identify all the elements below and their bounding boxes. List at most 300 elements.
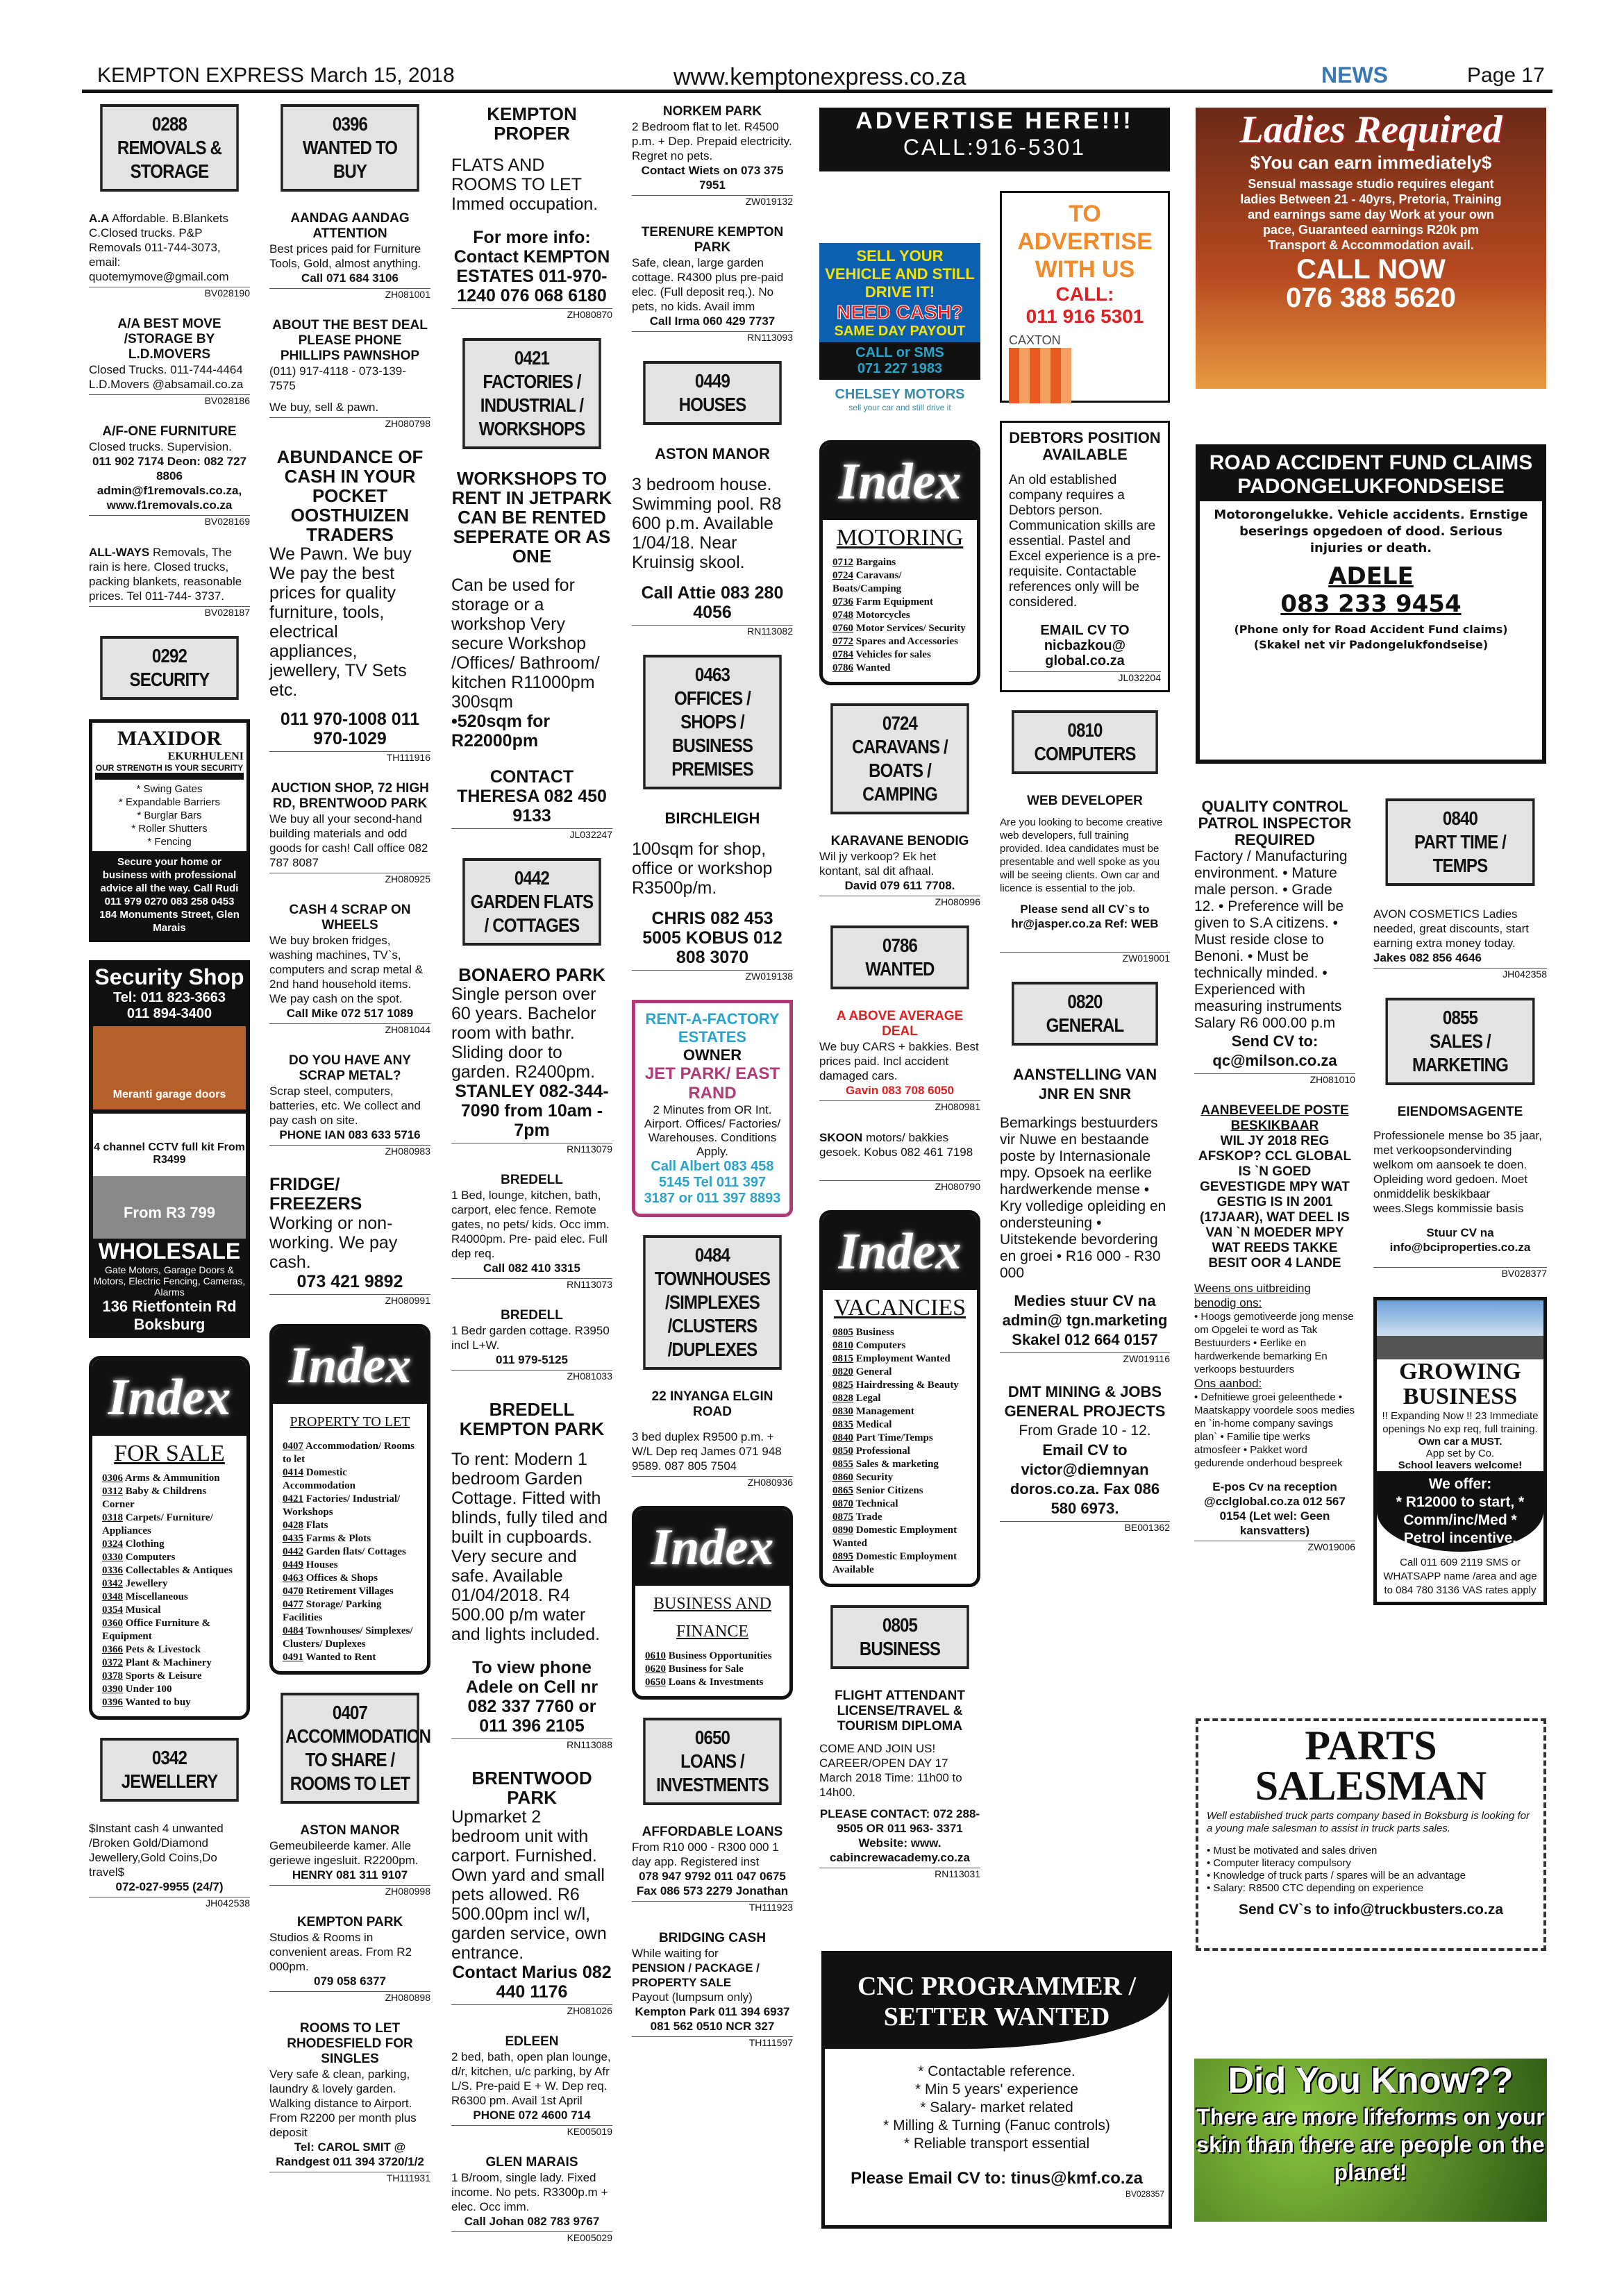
ad-headline: TO ADVERTISE WITH US <box>1017 201 1153 283</box>
index-code: 0421 <box>283 1493 303 1505</box>
index-item[interactable] <box>283 1585 420 1598</box>
index-vacancies <box>819 1210 980 1587</box>
ad-headline: NEED CASH? <box>836 301 963 323</box>
ad-contact: Call Albert 083 458 5145 Tel 011 397 3187 or 011 397 8893 <box>644 1159 781 1206</box>
ad-text: motors/ bakkies gesoek. Kobus 082 461 7198 <box>819 1131 973 1159</box>
category-header-0407 <box>281 1693 431 1804</box>
ad-contact: Medies stuur CV na admin@ tgn.marketing Skakel 012 664 0157 <box>1002 1292 1168 1348</box>
ad-contact: To view phone Adele on Cell nr 082 337 7760 or 011 396 2105 <box>465 1658 598 1736</box>
ad-text: 100sqm for shop, office or workshop R3500p/m. <box>632 839 773 898</box>
classified-ad <box>819 1689 980 1879</box>
ad-text: Gemeubileerde kamer. Alle geriewe ingesluit. R2200pm. <box>269 1839 419 1867</box>
index-name: Baby & Childrens Corner <box>102 1486 207 1510</box>
ad-text: Single person over 60 years. Bachelor room with bathr. Sliding door to garden. R2400pm. <box>451 984 596 1082</box>
ad-text: We Pawn. We buy We pay the best prices for quality furniture, tools, electrical appliances, jewellery, TV Sets etc. <box>269 544 412 700</box>
ad-title: WORKSHOPS TO RENT IN JETPARK CAN BE RENTED SEPERATE OR AS ONE <box>451 468 612 567</box>
index-name: Sports & Leisure <box>123 1670 202 1682</box>
category-title: TOWNHOUSES /SIMPLEXES /CLUSTERS /DUPLEXES <box>654 1268 771 1360</box>
ad-ref: ZH081044 <box>269 1023 430 1035</box>
ad-phone: 011 916 5301 <box>1026 305 1144 327</box>
index-item[interactable] <box>283 1545 420 1559</box>
ad-ref: ZH080981 <box>819 1100 980 1112</box>
index-item[interactable] <box>283 1493 420 1519</box>
index-item[interactable] <box>832 1326 970 1339</box>
ad-headline: SELL YOUR VEHICLE AND STILL DRIVE IT! <box>825 247 975 301</box>
classified-ad <box>819 1130 980 1192</box>
requirement: * Salary- market related <box>920 2100 1073 2115</box>
category-code: 0805 <box>882 1614 918 1636</box>
ad-title: FLIGHT ATTENDANT LICENSE/TRAVEL & TOURISM DIPLOMA <box>835 1689 965 1734</box>
index-item[interactable] <box>832 1418 970 1432</box>
ad-text: Wil jy verkoop? Ek het kontant, sal dit afhaal. <box>819 850 937 878</box>
index-code: 0470 <box>283 1586 303 1597</box>
classified-ad <box>1000 1382 1170 1533</box>
ad-title: AANSTELLING VAN JNR EN SNR <box>1012 1066 1157 1103</box>
index-code: 0810 <box>832 1340 853 1351</box>
index-code: 0840 <box>832 1432 853 1443</box>
ad-ref: TH111597 <box>632 2036 793 2048</box>
ad-ref: ZH080991 <box>269 1294 430 1306</box>
classified-ad <box>632 104 793 207</box>
ladies-required-ad <box>1196 108 1546 389</box>
index-item[interactable] <box>832 1405 970 1418</box>
index-code: 0865 <box>832 1485 853 1496</box>
ad-cta: CALL: <box>1055 283 1114 305</box>
classified-ad <box>269 318 430 429</box>
index-item[interactable] <box>832 635 970 648</box>
ad-title: BRENTWOOD PARK <box>471 1768 592 1808</box>
ad-text: There are more lifeforms on your skin than there are people on the planet! <box>1196 2104 1545 2185</box>
index-code: 0825 <box>832 1380 853 1391</box>
did-you-know-ad <box>1194 2059 1547 2222</box>
category-title: BUSINESS <box>859 1638 941 1659</box>
category-title: PART TIME / TEMPS <box>1414 831 1506 876</box>
index-item[interactable] <box>102 1538 240 1551</box>
index-item[interactable] <box>832 569 970 596</box>
ad-ref: BV028186 <box>89 394 250 406</box>
index-code: 0378 <box>102 1670 123 1682</box>
category-title: GARDEN FLATS / COTTAGES <box>470 891 594 936</box>
index-name: Collectables & Antiques <box>123 1565 233 1576</box>
index-item[interactable] <box>283 1559 420 1572</box>
ad-contact: Call 082 410 3315 <box>483 1262 580 1275</box>
classified-ad <box>89 424 250 527</box>
ad-text: 2 Minutes from OR Int. Airport. Offices/ Factories/ Warehouses. Conditions Apply. <box>644 1103 781 1158</box>
index-item[interactable] <box>102 1670 240 1683</box>
category-code: 0840 <box>1442 807 1478 829</box>
ad-lead: SKOON <box>819 1131 863 1144</box>
column-3 <box>451 104 612 2261</box>
index-section: FOR SALE <box>114 1441 225 1466</box>
ad-title: KARAVANE BENODIG <box>830 834 969 848</box>
ad-contact: 078 947 9792 011 047 0675 Fax 086 573 2279 Jonathan <box>636 1870 789 1897</box>
ad-ref: ZW019006 <box>1194 1541 1355 1552</box>
index-section: BUSINESS AND FINANCE <box>653 1595 772 1641</box>
index-code: 0835 <box>832 1419 853 1430</box>
index-code: 0324 <box>102 1539 123 1550</box>
ad-ref: RN113093 <box>632 331 793 343</box>
index-name: Bargains <box>853 557 896 568</box>
category-header-0840 <box>1386 798 1535 886</box>
index-code: 0875 <box>832 1511 853 1523</box>
ad-headline: WHOLESALE <box>98 1239 241 1264</box>
ad-phone: 011 894-3400 <box>126 1006 212 1021</box>
category-header-0820 <box>1012 982 1158 1046</box>
classified-ad <box>632 1389 793 1488</box>
index-name: Jewellery <box>123 1578 168 1589</box>
index-name: Motor Services/ Security <box>853 623 966 634</box>
index-code: 0760 <box>832 623 853 634</box>
index-code: 0712 <box>832 557 853 568</box>
index-item[interactable] <box>832 662 970 675</box>
index-name: Storage/ Parking Facilities <box>283 1599 382 1623</box>
index-code: 0435 <box>283 1533 303 1544</box>
ad-text: Gate Motors, Garage Doors & Motors, Electric Fencing, Cameras, Alarms <box>93 1264 246 1298</box>
ad-ref: ZW019001 <box>1000 952 1170 964</box>
category-code: 0810 <box>1067 719 1103 741</box>
parts-salesman-ad <box>1196 1718 1546 1951</box>
index-item[interactable] <box>645 1650 782 1663</box>
index-name: Part Time/Temps <box>853 1432 933 1443</box>
index-item[interactable] <box>283 1519 420 1532</box>
category-title: REMOVALS & STORAGE <box>117 137 222 182</box>
ad-text: We buy, sell & pawn. <box>269 401 379 414</box>
ad-ref: ZH080996 <box>819 896 980 907</box>
index-item[interactable] <box>283 1466 420 1493</box>
index-code: 0610 <box>645 1650 666 1661</box>
index-item[interactable] <box>832 1458 970 1471</box>
index-code: 0860 <box>832 1472 853 1483</box>
category-title: JEWELLERY <box>121 1770 218 1792</box>
ad-title: A/A BEST MOVE /STORAGE BY L.D.MOVERS <box>117 317 221 362</box>
ad-title: AANBEVEELDE POSTE BESKIKBAAR <box>1200 1103 1349 1133</box>
ad-text: Studios & Rooms in convenient areas. From R2 000pm. <box>269 1931 412 1973</box>
ad-ref: ZH080925 <box>269 873 430 885</box>
ad-contact: Call Irma 060 429 7737 <box>649 315 776 328</box>
ad-phone: Tel: 011 823-3663 <box>113 990 226 1005</box>
index-item[interactable] <box>102 1617 240 1643</box>
classified-ad <box>1000 1065 1170 1364</box>
index-name: Domestic Accommodation <box>283 1467 355 1491</box>
cnc-programmer-ad <box>821 1951 1172 2229</box>
ad-contact: Secure your home or business with professional advice all the way. Call Rudi 011 979 0270 083 258 0453 184 Monuments Street, Glen Marais <box>92 851 246 939</box>
index-item[interactable] <box>832 1432 970 1445</box>
requirement: • Computer literacy compulsory <box>1207 1857 1351 1869</box>
index-list <box>823 1326 977 1584</box>
ad-contact: PHONE IAN 083 633 5716 <box>279 1128 421 1141</box>
ad-title: KEMPTON PARK <box>296 1915 403 1929</box>
index-code: 0348 <box>102 1591 123 1602</box>
index-code: 0306 <box>102 1473 123 1484</box>
index-label: Index <box>635 1509 789 1586</box>
index-item[interactable] <box>283 1651 420 1664</box>
ad-ref: KE005029 <box>451 2231 612 2243</box>
service-item: * Expandable Barriers <box>119 796 220 808</box>
ad-title: RENT-A-FACTORY ESTATES <box>645 1010 780 1046</box>
ad-text: From R10 000 - R300 000 1 day app. Registered inst <box>632 1841 779 1868</box>
chelsey-logo <box>819 387 980 412</box>
index-item[interactable] <box>102 1591 240 1604</box>
requirement: * Milling & Turning (Fanuc controls) <box>883 2118 1110 2134</box>
classified-ad <box>819 1009 980 1112</box>
column-1 <box>89 104 250 1927</box>
index-item[interactable] <box>832 596 970 609</box>
index-name: Employment Wanted <box>853 1353 951 1364</box>
category-code: 0786 <box>882 935 918 956</box>
index-item[interactable] <box>102 1472 240 1485</box>
ad-area: JET PARK/ EAST RAND <box>644 1064 780 1103</box>
index-item[interactable] <box>832 1366 970 1379</box>
ad-contact: CONTACT THERESA 082 450 9133 <box>457 767 607 826</box>
index-item[interactable] <box>832 609 970 622</box>
ad-text: !! Expanding Now !! 23 Immediate openings No exp req, full training. <box>1382 1410 1539 1435</box>
ad-title: EIENDOMSAGENTE <box>1397 1105 1523 1119</box>
classified-ad <box>632 225 793 343</box>
category-header-0855 <box>1386 998 1535 1085</box>
category-code: 0407 <box>332 1702 368 1723</box>
classified-ad <box>451 1768 612 2016</box>
ad-title: DMT MINING & JOBS GENERAL PROJECTS <box>1004 1383 1166 1420</box>
ad-ref: ZH080998 <box>269 1885 430 1897</box>
cctv-image <box>93 1114 246 1176</box>
index-motoring <box>819 440 980 685</box>
index-item[interactable] <box>832 1445 970 1458</box>
ad-text: (011) 917-4118 - 073-139-7575 <box>269 364 406 392</box>
index-item[interactable] <box>102 1643 240 1657</box>
ad-title: A/F-ONE FURNITURE <box>102 424 237 439</box>
ad-text: Very safe & clean, parking, laundry & lovely garden. Walking distance to Airport. From R2200 per month plus deposit <box>269 2068 417 2139</box>
index-item[interactable] <box>832 1511 970 1524</box>
index-item[interactable] <box>102 1604 240 1617</box>
index-item[interactable] <box>283 1532 420 1545</box>
security-shop-ad <box>89 960 250 1338</box>
ad-ref: JL032204 <box>1009 671 1161 683</box>
category-header-0484 <box>643 1235 782 1370</box>
ad-headline: Ladies Required <box>1239 108 1502 151</box>
classified-ad <box>451 965 612 1155</box>
ad-contact-name: ADELE <box>1328 562 1414 590</box>
ad-lead: A.A <box>89 212 110 225</box>
ad-text: 3 bed duplex R9500 p.m. + W/L Dep req James 071 948 9589. 087 805 7504 <box>632 1430 782 1473</box>
ad-text: Are you looking to become creative web developers, full training provided. Idea candidates must be presentable and well spoke as you will be seeing clients. Own car and licence is essential to the job. <box>1000 816 1163 894</box>
category-code: 0855 <box>1442 1007 1478 1028</box>
classified-ad <box>89 545 250 618</box>
index-code: 0772 <box>832 636 853 647</box>
index-section: PROPERTY TO LET <box>290 1414 410 1430</box>
ad-title: BREDELL <box>501 1173 563 1187</box>
ad-contact: Call 011 609 2119 SMS or WHATSAPP name /area and age to 084 780 3136 VAS rates apply <box>1383 1557 1537 1596</box>
ad-title: ASTON MANOR <box>655 445 770 462</box>
index-code: 0815 <box>832 1353 853 1364</box>
index-list <box>635 1650 789 1696</box>
category-code: 0342 <box>151 1747 187 1768</box>
road-accident-fund-ad <box>1196 444 1546 764</box>
index-name: Loans & Investments <box>666 1677 764 1688</box>
index-item[interactable] <box>832 556 970 569</box>
ad-title: Security Shop <box>94 964 244 989</box>
index-name: Business Opportunities <box>666 1650 772 1661</box>
classified-ad <box>1194 1103 1355 1552</box>
index-item[interactable] <box>832 1339 970 1352</box>
ad-text: Well established truck parts company based in Boksburg is looking for a young male salesman to assist in truck parts sales. <box>1207 1810 1530 1834</box>
classified-ad <box>269 1175 430 1306</box>
website[interactable]: www.kemptonexpress.co.za <box>673 64 966 90</box>
ad-contact: Call Johan 082 783 9767 <box>464 2215 600 2228</box>
ad-text: Bemarkings bestuurders vir Nuwe en bestaande poste by Internasionale mpy. Opsoek na eerlike hardwerkende mense • Kry volledige opleiding en ondersteuning • Uitstekende bevordering en groei • R16 000 - R30 000 <box>1000 1115 1166 1281</box>
ad-ref: ZH080983 <box>269 1145 430 1157</box>
ad-contact: Stuur CV na info@bciproperties.co.za <box>1389 1226 1531 1254</box>
ad-text: Safe, clean, large garden cottage. R4300 plus pre-paid elec. (Full deposit req.). No pets, no kids. Avail imm <box>632 256 784 313</box>
index-item[interactable] <box>102 1657 240 1670</box>
index-item[interactable] <box>832 1484 970 1498</box>
index-item[interactable] <box>102 1511 240 1538</box>
ad-offers: * R12000 to start, * Comm/inc/Med * Petrol incentive. <box>1396 1494 1525 1546</box>
category-title: WANTED <box>865 958 935 980</box>
ad-contact: Send CV to: qc@milson.co.za <box>1212 1032 1337 1069</box>
ad-title: KEMPTON PROPER <box>487 103 577 144</box>
index-item[interactable] <box>102 1551 240 1564</box>
ad-text: To rent: Modern 1 bedroom Garden Cottage. Fitted with blinds, fully tiled and built in cupboards. Very secure and safe. Available 01/04/2018. R4 500.00 p/m water and lights included. <box>451 1450 608 1644</box>
classified-ad <box>1373 907 1547 980</box>
index-label: Index <box>823 1214 977 1290</box>
ad-text: Payout (lumpsum only) <box>632 1991 753 2004</box>
index-code: 0820 <box>832 1366 853 1377</box>
ad-title: BONAERO PARK <box>458 964 605 985</box>
ad-text: 2 bed, bath, open plan lounge, d/r, kitchen, u/c parking, by Afr L/S. Pre-paid E + W. Dep req. R6300 pm. Avail 1st April <box>451 2050 611 2107</box>
index-name: Senior Citizens <box>853 1485 923 1496</box>
index-item[interactable] <box>283 1598 420 1625</box>
ad-contact: 011 902 7174 Deon: 082 727 8806 admin@f1removals.co.za, www.f1removals.co.za <box>92 455 247 512</box>
ad-ref: TH111931 <box>269 2172 430 2184</box>
ad-highlight: Own car a MUST. <box>1418 1436 1502 1448</box>
index-item[interactable] <box>102 1564 240 1577</box>
index-list <box>273 1440 427 1671</box>
index-item[interactable] <box>832 1379 970 1392</box>
ad-text: An old established company requires a Debtors person. Communication skills are essential. Pastel and Excel experience is a pre-requisite. Contactable references only will be considered. <box>1009 473 1161 610</box>
ad-contact: Jakes 082 856 4646 <box>1373 951 1482 964</box>
index-item[interactable] <box>283 1625 420 1651</box>
index-item[interactable] <box>645 1663 782 1676</box>
index-item[interactable] <box>832 1471 970 1484</box>
index-item[interactable] <box>102 1683 240 1696</box>
index-item[interactable] <box>832 1392 970 1405</box>
ad-headline: SAME DAY PAYOUT <box>834 324 966 339</box>
ad-title: A ABOVE AVERAGE DEAL <box>836 1009 964 1039</box>
ad-title: ABUNDANCE OF CASH IN YOUR POCKET OOSTHUIZEN TRADERS <box>276 446 424 545</box>
price: From R3499 <box>153 1141 245 1166</box>
index-item[interactable] <box>832 1524 970 1550</box>
ad-contact: Tel: CAROL SMIT @ Randgest 011 394 3720/1/2 <box>276 2140 424 2168</box>
index-item[interactable] <box>283 1440 420 1466</box>
ad-text: 1 B/room, single lady. Fixed income. No pets. R3300p.m + elec. Occ imm. <box>451 2171 608 2213</box>
category-code: 0484 <box>694 1244 730 1266</box>
category-header-0805 <box>830 1605 969 1669</box>
index-code: 0855 <box>832 1459 853 1470</box>
category-header-0786 <box>830 925 969 989</box>
price: From R3 799 <box>123 1204 216 1221</box>
classified-ad <box>632 444 793 637</box>
ad-phone: 083 233 9454 <box>1280 590 1462 618</box>
index-name: Factories/ Industrial/ Workshops <box>283 1493 401 1518</box>
ad-contact: HENRY 081 311 9107 <box>292 1868 408 1882</box>
index-name: Sales & marketing <box>853 1459 939 1470</box>
index-item[interactable] <box>832 1352 970 1366</box>
index-item[interactable] <box>102 1485 240 1511</box>
index-code: 0414 <box>283 1467 303 1478</box>
growing-business-ad <box>1373 1297 1547 1605</box>
ad-ref: BV028377 <box>1373 1267 1547 1279</box>
index-code: 0724 <box>832 570 853 581</box>
classified-ad <box>451 1173 612 1290</box>
index-item[interactable] <box>645 1676 782 1689</box>
ad-text: 2 Bedroom flat to let. R4500 p.m. + Dep. Prepaid electricity. Regret no pets. <box>632 120 792 162</box>
index-name: Computers <box>123 1552 176 1563</box>
index-item[interactable] <box>832 648 970 662</box>
category-header-0810 <box>1012 710 1158 774</box>
index-item[interactable] <box>832 622 970 635</box>
ad-contact: Contact Marius 082 440 1176 <box>452 1963 612 2002</box>
classified-ad <box>89 211 250 299</box>
index-name: Trade <box>853 1511 882 1523</box>
brand-name: CHELSEY MOTORS <box>835 387 965 402</box>
category-title: SECURITY <box>129 669 210 690</box>
service-item: * Burglar Bars <box>137 810 202 821</box>
image-caption: 4 channel CCTV full kit <box>94 1141 215 1153</box>
category-title: COMPUTERS <box>1034 743 1136 764</box>
index-name: Under 100 <box>123 1684 172 1695</box>
ad-ref: ZH080936 <box>632 1476 793 1488</box>
category-header-0724 <box>830 703 969 814</box>
index-name: Garden flats/ Cottages <box>303 1546 406 1557</box>
index-name: Townhouses/ Simplexes/ Clusters/ Duplexes <box>283 1625 413 1650</box>
index-name: Computers <box>853 1340 906 1351</box>
index-code: 0850 <box>832 1446 853 1457</box>
category-title: OFFICES / SHOPS / BUSINESS PREMISES <box>671 687 753 780</box>
index-code: 0786 <box>832 662 853 673</box>
ad-contact: Send CV`s to info@truckbusters.co.za <box>1238 1902 1504 1918</box>
index-name: Legal <box>853 1393 881 1404</box>
category-title: GENERAL <box>1046 1014 1124 1036</box>
index-section: MOTORING <box>836 525 964 551</box>
category-code: 0820 <box>1067 991 1103 1012</box>
index-name: Musical <box>123 1604 161 1616</box>
ad-address: 136 Rietfontein Rd Boksburg <box>102 1298 237 1333</box>
classified-ad <box>89 317 250 406</box>
index-item[interactable] <box>832 1550 970 1577</box>
index-name: Carpets/ Furniture/ Appliances <box>102 1512 213 1536</box>
ad-text: • Defnitiewe groei geleenthede • Maatskappy voordele soos medies en `in-home company savings plan` • Familie tipe werks atmosfeer • Pakket word gedurende onderhoud bespreek <box>1194 1391 1355 1469</box>
index-name: Clothing <box>123 1539 165 1550</box>
ad-contact: E-pos Cv na reception @cclglobal.co.za 012 567 0154 (Let wel: Geen kansvatters) <box>1204 1480 1346 1537</box>
ad-text: 3 bedroom house. Swimming pool. R8 600 p.m. Available 1/04/18. Near Kruinsig skool. <box>632 475 782 572</box>
index-item[interactable] <box>102 1577 240 1591</box>
page-header <box>82 64 1552 93</box>
category-title: WANTED TO BUY <box>302 137 398 182</box>
index-item[interactable] <box>102 1696 240 1709</box>
ad-title: BIRCHLEIGH <box>664 810 760 827</box>
index-item[interactable] <box>832 1498 970 1511</box>
index-item[interactable] <box>283 1572 420 1585</box>
ad-title: AFFORDABLE LOANS <box>642 1825 783 1839</box>
category-code: 0396 <box>332 113 368 135</box>
caxton-logo-icon <box>1009 348 1071 403</box>
index-code: 0805 <box>832 1327 853 1338</box>
ad-text: Best prices paid for Furniture Tools, Gold, almost anything. <box>269 242 421 270</box>
ad-title: QUALITY CONTROL PATROL INSPECTOR REQUIRED <box>1198 798 1352 848</box>
classified-ad <box>632 1931 793 2048</box>
category-code: 0449 <box>694 370 730 392</box>
classified-ad <box>1194 798 1355 1085</box>
